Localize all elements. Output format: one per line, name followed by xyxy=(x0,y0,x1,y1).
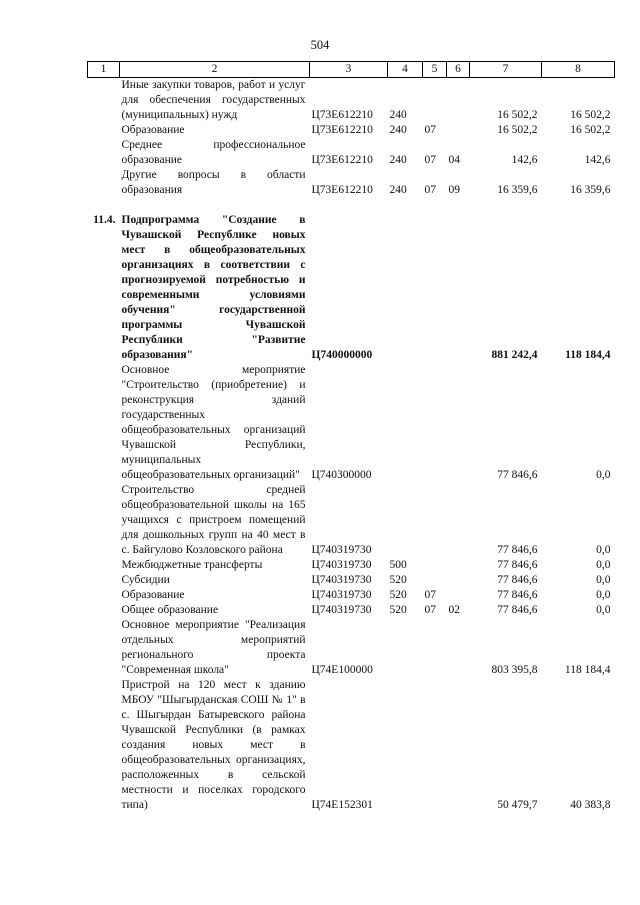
amount-col8-cell: 0,0 xyxy=(596,604,611,616)
description-cell: Основное мероприятие "Строительство (приобретение) и реконструкция зданий государственных общеобразовательных организаций Чувашской Республики, муниципальных общеобразовательных организаций" xyxy=(121,364,306,481)
table-row xyxy=(88,678,615,813)
expense-type-cell: 520 xyxy=(389,589,407,601)
budget-table xyxy=(87,61,615,813)
row-number-cell xyxy=(88,588,120,603)
section-cell: 07 xyxy=(424,184,436,196)
row-number-cell xyxy=(88,363,120,483)
spacer-cell xyxy=(88,198,615,213)
subsection-cell xyxy=(447,78,470,124)
table-row xyxy=(88,168,615,198)
row-number-cell xyxy=(88,168,120,198)
expense-type-cell: 240 xyxy=(389,109,407,121)
amount-col7-cell: 77 846,6 xyxy=(497,469,538,481)
subsection-cell xyxy=(447,678,470,813)
row-number-cell xyxy=(88,483,120,558)
description-cell: Межбюджетные трансферты xyxy=(121,559,263,571)
amount-col7-cell: 77 846,6 xyxy=(497,589,538,601)
amount-col8-cell: 142,6 xyxy=(584,154,611,166)
amount-col7-cell: 16 502,2 xyxy=(497,124,538,136)
classification-code-cell: Ц740300000 xyxy=(311,469,372,481)
section-cell: 07 xyxy=(424,589,436,601)
subsection-cell xyxy=(447,213,470,363)
amount-col8-cell: 16 502,2 xyxy=(570,124,611,136)
expense-type-cell xyxy=(388,213,423,363)
section-cell xyxy=(423,363,447,483)
amount-col7-cell: 803 395,8 xyxy=(491,664,538,676)
table-row xyxy=(88,483,615,558)
header-cell: 5 xyxy=(423,62,447,78)
subsection-cell xyxy=(447,573,470,588)
description-cell: Пристрой на 120 мест к зданию МБОУ "Шыгырданская СОШ № 1" в с. Шыгырдан Батыревского района Чувашской Республики (в рамках создания новых мест в общеобразовательных организациях, расположенных в сельской местности и поселках городского типа) xyxy=(121,679,306,811)
row-number-cell xyxy=(88,558,120,573)
header-cell: 6 xyxy=(447,62,470,78)
header-cell: 1 xyxy=(88,62,120,78)
section-cell: 07 xyxy=(424,604,436,616)
amount-col8-cell: 118 184,4 xyxy=(565,349,611,361)
table-row xyxy=(88,558,615,573)
subsection-cell xyxy=(447,483,470,558)
amount-col8-cell: 118 184,4 xyxy=(564,664,611,676)
table-row xyxy=(88,573,615,588)
amount-col7-cell: 77 846,6 xyxy=(497,574,538,586)
amount-col7-cell: 77 846,6 xyxy=(497,604,538,616)
table-row xyxy=(88,618,615,678)
classification-code-cell: Ц74Е100000 xyxy=(311,664,373,676)
amount-col8-cell: 0,0 xyxy=(596,544,611,556)
row-number-cell xyxy=(88,603,120,618)
description-cell: Образование xyxy=(121,124,185,136)
row-number-cell xyxy=(88,123,120,138)
amount-col8-cell: 0,0 xyxy=(596,574,611,586)
section-cell xyxy=(423,78,447,124)
section-cell: 07 xyxy=(424,154,436,166)
expense-type-cell xyxy=(388,618,423,678)
row-number-cell xyxy=(88,678,120,813)
table-row xyxy=(88,78,615,124)
amount-col7-cell: 50 479,7 xyxy=(497,799,538,811)
spacer-row xyxy=(88,198,615,213)
row-number-cell: 11.4. xyxy=(93,214,116,226)
subsection-cell xyxy=(447,558,470,573)
amount-col8-cell: 0,0 xyxy=(596,589,611,601)
amount-col7-cell: 881 242,4 xyxy=(491,349,538,361)
row-number-cell xyxy=(88,618,120,678)
header-cell: 7 xyxy=(470,62,542,78)
amount-col7-cell: 142,6 xyxy=(511,154,538,166)
description-cell: Иные закупки товаров, работ и услуг для обеспечения государственных (муниципальных) нужд xyxy=(121,79,306,121)
table-row xyxy=(88,213,615,363)
classification-code-cell: Ц73Е612210 xyxy=(311,124,373,136)
expense-type-cell xyxy=(388,483,423,558)
row-number-cell xyxy=(88,573,120,588)
subsection-cell: 09 xyxy=(448,184,460,196)
subsection-cell xyxy=(447,588,470,603)
description-cell: Общее образование xyxy=(121,604,219,616)
classification-code-cell: Ц73Е612210 xyxy=(311,154,373,166)
amount-col8-cell: 0,0 xyxy=(596,469,611,481)
table-row xyxy=(88,123,615,138)
classification-code-cell: Ц740319730 xyxy=(311,544,372,556)
expense-type-cell: 240 xyxy=(389,184,407,196)
classification-code-cell: Ц73Е612210 xyxy=(311,109,373,121)
header-cell: 8 xyxy=(542,62,615,78)
section-cell xyxy=(423,483,447,558)
table-row xyxy=(88,588,615,603)
subsection-cell: 02 xyxy=(448,604,460,616)
section-cell xyxy=(423,558,447,573)
description-cell: Субсидии xyxy=(121,574,170,586)
classification-code-cell: Ц740319730 xyxy=(311,559,372,571)
classification-code-cell: Ц73Е612210 xyxy=(311,184,373,196)
classification-code-cell: Ц740319730 xyxy=(311,604,372,616)
description-cell: Строительство средней общеобразовательной школы на 165 учащихся с пристроем помещений для дошкольных групп на 40 мест в с. Байгулово Козловского района xyxy=(121,484,306,556)
table-row xyxy=(88,363,615,483)
table-row xyxy=(88,603,615,618)
subsection-cell xyxy=(447,618,470,678)
header-cell: 4 xyxy=(388,62,423,78)
classification-code-cell: Ц74Е152301 xyxy=(311,799,373,811)
amount-col7-cell: 77 846,6 xyxy=(497,559,538,571)
description-cell: Основное мероприятие "Реализация отдельных мероприятий регионального проекта "Современная школа" xyxy=(121,619,306,676)
expense-type-cell: 500 xyxy=(389,559,407,571)
expense-type-cell xyxy=(388,678,423,813)
amount-col8-cell: 0,0 xyxy=(596,559,611,571)
amount-col7-cell: 16 359,6 xyxy=(497,184,538,196)
expense-type-cell: 240 xyxy=(389,124,407,136)
description-cell: Другие вопросы в области образования xyxy=(121,169,306,196)
header-cell: 2 xyxy=(120,62,310,78)
subsection-cell xyxy=(447,363,470,483)
amount-col8-cell: 16 502,2 xyxy=(570,109,611,121)
expense-type-cell: 240 xyxy=(389,154,407,166)
subsection-cell: 04 xyxy=(448,154,460,166)
section-cell: 07 xyxy=(424,124,436,136)
page-number: 504 xyxy=(310,38,330,52)
amount-col7-cell: 16 502,2 xyxy=(497,109,538,121)
description-cell: Подпрограмма "Создание в Чувашской Республике новых мест в общеобразовательных организациях в соответствии с прогнозируемой потребностью и современными условиями обучения" государственной программы Чувашской Республики "Развитие образования" xyxy=(121,214,306,361)
section-cell xyxy=(423,213,447,363)
amount-col7-cell: 77 846,6 xyxy=(497,544,538,556)
subsection-cell xyxy=(447,123,470,138)
expense-type-cell xyxy=(388,363,423,483)
header-cell: 3 xyxy=(310,62,388,78)
classification-code-cell: Ц740319730 xyxy=(311,589,372,601)
description-cell: Образование xyxy=(121,589,185,601)
expense-type-cell: 520 xyxy=(389,574,407,586)
table-header-row xyxy=(88,62,615,78)
classification-code-cell: Ц740319730 xyxy=(311,574,372,586)
table-row xyxy=(88,138,615,168)
row-number-cell xyxy=(88,138,120,168)
section-cell xyxy=(423,618,447,678)
section-cell xyxy=(423,573,447,588)
amount-col8-cell: 16 359,6 xyxy=(570,184,611,196)
classification-code-cell: Ц740000000 xyxy=(311,349,373,361)
description-cell: Среднее профессиональное образование xyxy=(121,139,306,166)
section-cell xyxy=(423,678,447,813)
row-number-cell xyxy=(88,78,120,124)
expense-type-cell: 520 xyxy=(389,604,407,616)
amount-col8-cell: 40 383,8 xyxy=(570,799,611,811)
